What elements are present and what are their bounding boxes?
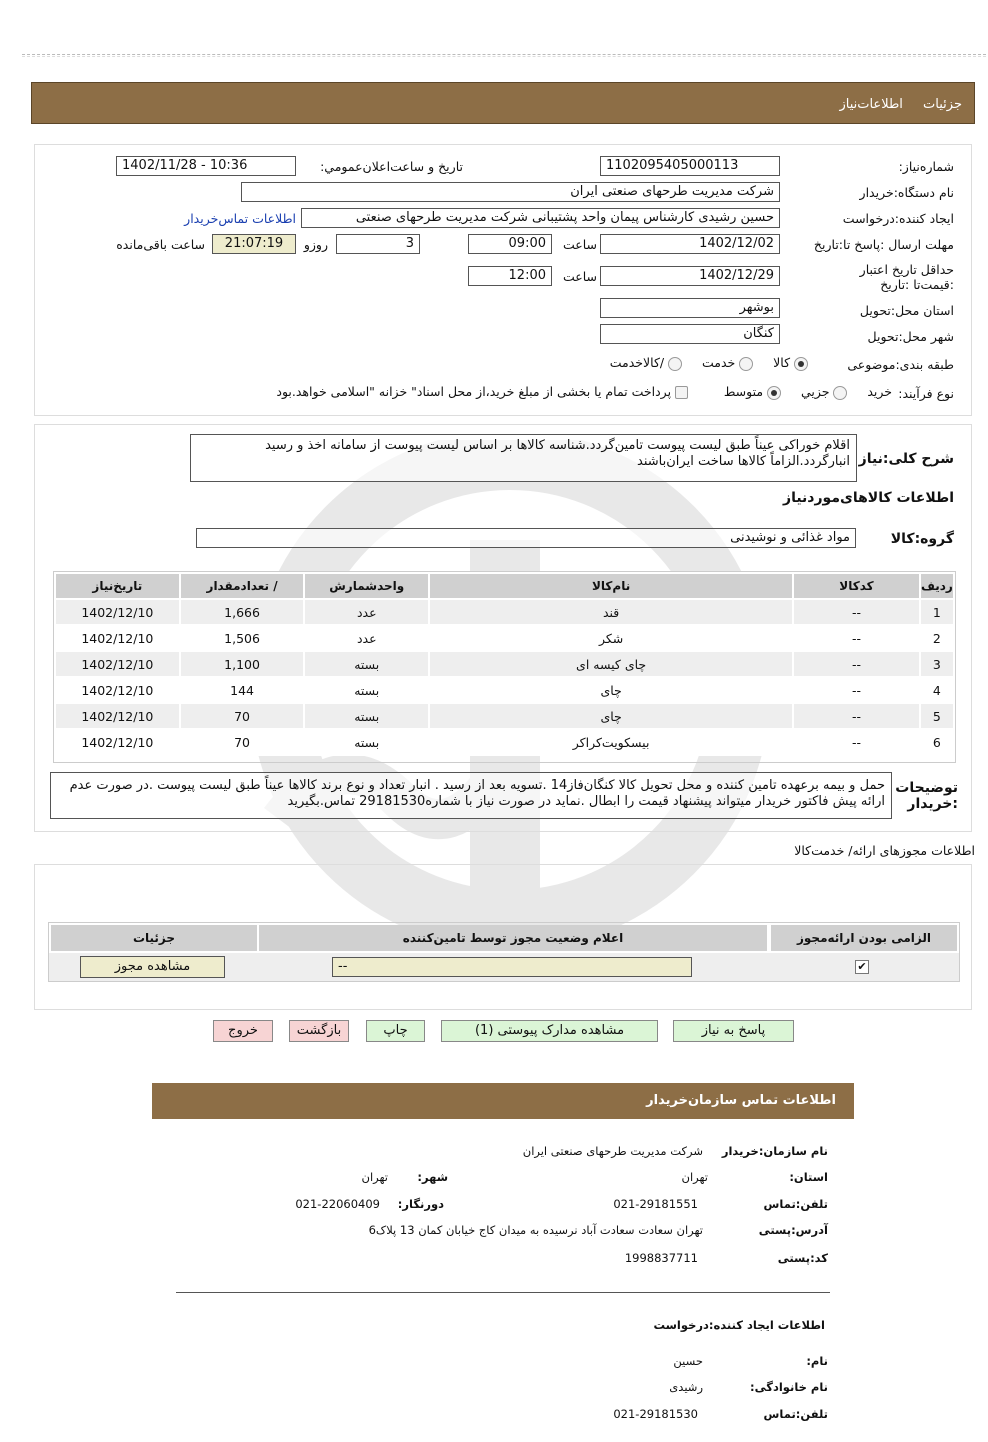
contact-divider	[176, 1292, 830, 1293]
reply-button[interactable]: پاسخ به نیاز	[673, 1020, 794, 1042]
creator-info-title: اطلاعات ایجاد کننده:درخواست	[653, 1318, 825, 1332]
cell-row: 6	[920, 729, 954, 755]
cell-row: 4	[920, 677, 954, 703]
creator-name-label: نام:	[806, 1354, 828, 1368]
province-label: استان محل:تحویل	[859, 303, 954, 318]
col-code: کدکالا	[793, 573, 920, 599]
contact-city-label: شهر:	[417, 1170, 448, 1184]
contact-phone-label: تلفن:تماس	[763, 1197, 828, 1211]
goods-group-field: مواد غذائی و نوشیدنی	[196, 528, 856, 548]
category-label: طبقه بندی:موضوعی	[847, 357, 954, 372]
permit-details-header: جزئیات	[51, 925, 257, 951]
contact-phone: 021-29181551	[613, 1197, 698, 1211]
contact-postal-label: کد:پستی	[777, 1251, 828, 1265]
payment-note: پرداخت تمام یا بخشی از مبلغ خرید،از محل اسناد" خزانه "اسلامی خواهد.بود	[276, 384, 672, 399]
days-label: روزو	[303, 237, 328, 252]
contact-postal: 1998837711	[624, 1251, 698, 1265]
buyer-contact-title: اطلاعات تماس سازمان‌خریدار	[152, 1083, 854, 1119]
table-row	[55, 651, 954, 677]
contact-fax-label: دورنگار:	[397, 1197, 444, 1211]
exit-button[interactable]: خروج	[213, 1020, 273, 1042]
goods-info-title: اطلاعات کالاهای‌موردنیاز	[783, 490, 954, 506]
cell-qty: 1,100	[180, 651, 305, 677]
cell-name: بیسکویت‌کراکر	[429, 729, 793, 755]
cell-date: 1402/12/10	[55, 729, 180, 755]
back-button[interactable]: بازگشت	[289, 1020, 349, 1042]
creator-phone: 021-29181530	[613, 1407, 698, 1421]
cell-unit: بسته	[304, 729, 429, 755]
process-label: نوع فرآیند:	[898, 386, 954, 401]
cell-unit: بسته	[304, 703, 429, 729]
category-both-label: /کالاخدمت	[609, 355, 665, 370]
table-row	[55, 625, 954, 651]
process-partial-radio[interactable]	[833, 386, 847, 400]
top-divider	[22, 54, 986, 57]
print-button[interactable]: چاپ	[366, 1020, 425, 1042]
buyer-org-field: شرکت مدیریت طرحهای صنعتی ایران	[241, 182, 780, 202]
contact-org: شرکت مدیریت طرحهای صنعتی ایران	[522, 1144, 703, 1158]
cell-qty: 70	[180, 729, 305, 755]
cell-qty: 144	[180, 677, 305, 703]
contact-province-label: استان:	[789, 1170, 828, 1184]
cell-unit: عدد	[304, 599, 429, 625]
contact-org-label: نام سازمان:خریدار	[721, 1144, 828, 1158]
cell-name: چای کیسه ای	[429, 651, 793, 677]
buyer-notes-label: توضیحات :خریدار	[895, 780, 958, 812]
cell-code: --	[793, 729, 920, 755]
category-service-label: خدمت	[702, 355, 736, 370]
contact-fax: 021-22060409	[295, 1197, 380, 1211]
category-both-radio[interactable]	[668, 357, 682, 371]
category-options	[610, 355, 808, 371]
goods-table	[54, 572, 955, 756]
buyer-contact-link[interactable]: اطلاعات تماس‌خریدار	[184, 211, 296, 226]
cell-qty: 70	[180, 703, 305, 729]
permit-status-field: --	[332, 957, 692, 977]
buyer-org-label: نام دستگاه:خریدار	[859, 185, 954, 200]
province-field: بوشهر	[600, 298, 780, 318]
process-options	[276, 384, 892, 400]
cell-code: --	[793, 677, 920, 703]
cell-row: 5	[920, 703, 954, 729]
need-number-label: شماره‌نیاز:	[898, 159, 954, 174]
permit-status-header: اعلام وضعیت مجوز توسط تامین‌کننده	[259, 925, 767, 951]
view-permit-button[interactable]: مشاهده مجوز	[80, 956, 225, 978]
permit-required-check-icon: ✔	[855, 960, 869, 974]
general-desc-text: اقلام خوراکی عیناً طبق لیست پیوست تامین‌گردد.شناسه کالاها بر اساس لیست پیوست از سامانه اخذ و رسید انبار‌گردد.الزاماً کالاها ساخت ایران‌باشند	[190, 434, 857, 482]
cell-name: شکر	[429, 625, 793, 651]
table-row	[55, 729, 954, 755]
cell-code: --	[793, 599, 920, 625]
col-qty: / تعدادمقدار	[180, 573, 305, 599]
deadline-date-field: 1402/12/02	[600, 234, 780, 254]
process-medium-label: متوسط	[723, 384, 764, 399]
need-number-field: 1102095405000113	[600, 156, 780, 176]
payment-checkbox[interactable]	[675, 386, 688, 399]
creator-family-label: نام خانوادگی:	[750, 1380, 828, 1394]
creator-label: ایجاد کننده:درخواست	[842, 211, 954, 226]
category-goods-label: کالا	[773, 355, 791, 370]
validity-time-field: 12:00	[468, 266, 552, 286]
cell-unit: بسته	[304, 651, 429, 677]
buyer-notes-text: حمل و بیمه برعهده تامین کننده و محل تحویل کالا کنگان‌فاز14 .تسویه بعد از رسید . انبار تعداد و نوع برند کالاها عیناً طبق لیست پیوست .در صورت عدم ارائه پیش فاکتور خریدار میتواند پیشنهاد قیمت را ابطال .نماید در صورت نیاز با شماره29181530 تماس.بگیرید	[50, 772, 892, 819]
process-buy-label: خرید	[867, 384, 892, 399]
goods-table-header	[55, 573, 954, 599]
days-field: 3	[336, 234, 420, 254]
remaining-time-field: 21:07:19	[212, 234, 296, 254]
permit-required-header: الزامی بودن ارائه‌مجوز	[771, 925, 957, 951]
contact-address: تهران سعادت سعادت آباد نرسیده به میدان کاج خیابان کمان 13 پلاک6	[368, 1223, 703, 1237]
creator-field: حسین رشیدی کارشناس پیمان واحد پشتیبانی شرکت مدیریت طرحهای صنعتی	[301, 208, 780, 228]
creator-phone-label: تلفن:تماس	[763, 1407, 828, 1421]
col-row: ردیف	[920, 573, 954, 599]
cell-date: 1402/12/10	[55, 625, 180, 651]
cell-row: 1	[920, 599, 954, 625]
validity-label: حداقل تاریخ اعتبار :قیمت‌تا :تاریخ	[859, 262, 954, 292]
cell-date: 1402/12/10	[55, 703, 180, 729]
permits-title: اطلاعات مجوزهای ارائه/ خدمت‌کالا	[794, 843, 975, 858]
view-documents-button[interactable]: مشاهده مدارک پیوستی (1)	[441, 1020, 658, 1042]
table-row	[55, 703, 954, 729]
city-field: کنگان	[600, 324, 780, 344]
permits-table-frame	[48, 922, 960, 982]
col-name: نام‌کالا	[429, 573, 793, 599]
deadline-hour-label: ساعت	[562, 237, 597, 252]
cell-date: 1402/12/10	[55, 599, 180, 625]
table-row	[55, 677, 954, 703]
cell-code: --	[793, 703, 920, 729]
city-label: شهر محل:تحویل	[867, 329, 954, 344]
creator-family: رشیدی	[669, 1380, 703, 1394]
announce-label: تاریخ و ساعت‌اعلان‌عمومي:	[320, 159, 463, 174]
cell-qty: 1,666	[180, 599, 305, 625]
page-header	[31, 82, 975, 124]
process-partial-label: جزيي	[800, 384, 830, 399]
cell-name: چای	[429, 677, 793, 703]
goods-group-label: گروه:کالا	[890, 531, 954, 547]
tab-details[interactable]: جزئیات	[923, 97, 962, 112]
cell-row: 2	[920, 625, 954, 651]
cell-name: قند	[429, 599, 793, 625]
creator-name: حسین	[673, 1354, 703, 1368]
deadline-time-field: 09:00	[468, 234, 552, 254]
cell-unit: عدد	[304, 625, 429, 651]
cell-row: 3	[920, 651, 954, 677]
deadline-label: مهلت ارسال :پاسخ تا:تاریخ	[813, 237, 954, 252]
validity-date-field: 1402/12/29	[600, 266, 780, 286]
cell-code: --	[793, 625, 920, 651]
contact-address-label: آدرس:پستی	[758, 1223, 828, 1237]
goods-table-frame	[53, 571, 956, 763]
cell-unit: بسته	[304, 677, 429, 703]
process-medium-radio[interactable]	[767, 386, 781, 400]
remaining-label: ساعت باقی‌مانده	[116, 237, 205, 252]
contact-province: تهران	[681, 1170, 708, 1184]
col-unit: واحدشمارش	[304, 573, 429, 599]
cell-date: 1402/12/10	[55, 677, 180, 703]
cell-date: 1402/12/10	[55, 651, 180, 677]
cell-code: --	[793, 651, 920, 677]
cell-name: چای	[429, 703, 793, 729]
validity-hour-label: ساعت	[562, 269, 597, 284]
category-service-radio[interactable]	[739, 357, 753, 371]
table-row	[55, 599, 954, 625]
announce-field: 1402/11/28 - 10:36	[116, 156, 296, 176]
contact-city: تهران	[361, 1170, 388, 1184]
category-goods-radio[interactable]	[794, 357, 808, 371]
cell-qty: 1,506	[180, 625, 305, 651]
tab-need-info[interactable]: اطلاعات‌نیاز	[839, 97, 903, 112]
general-desc-label: شرح کلی:نیاز	[858, 451, 954, 467]
col-date: تاریخ‌نیاز	[55, 573, 180, 599]
